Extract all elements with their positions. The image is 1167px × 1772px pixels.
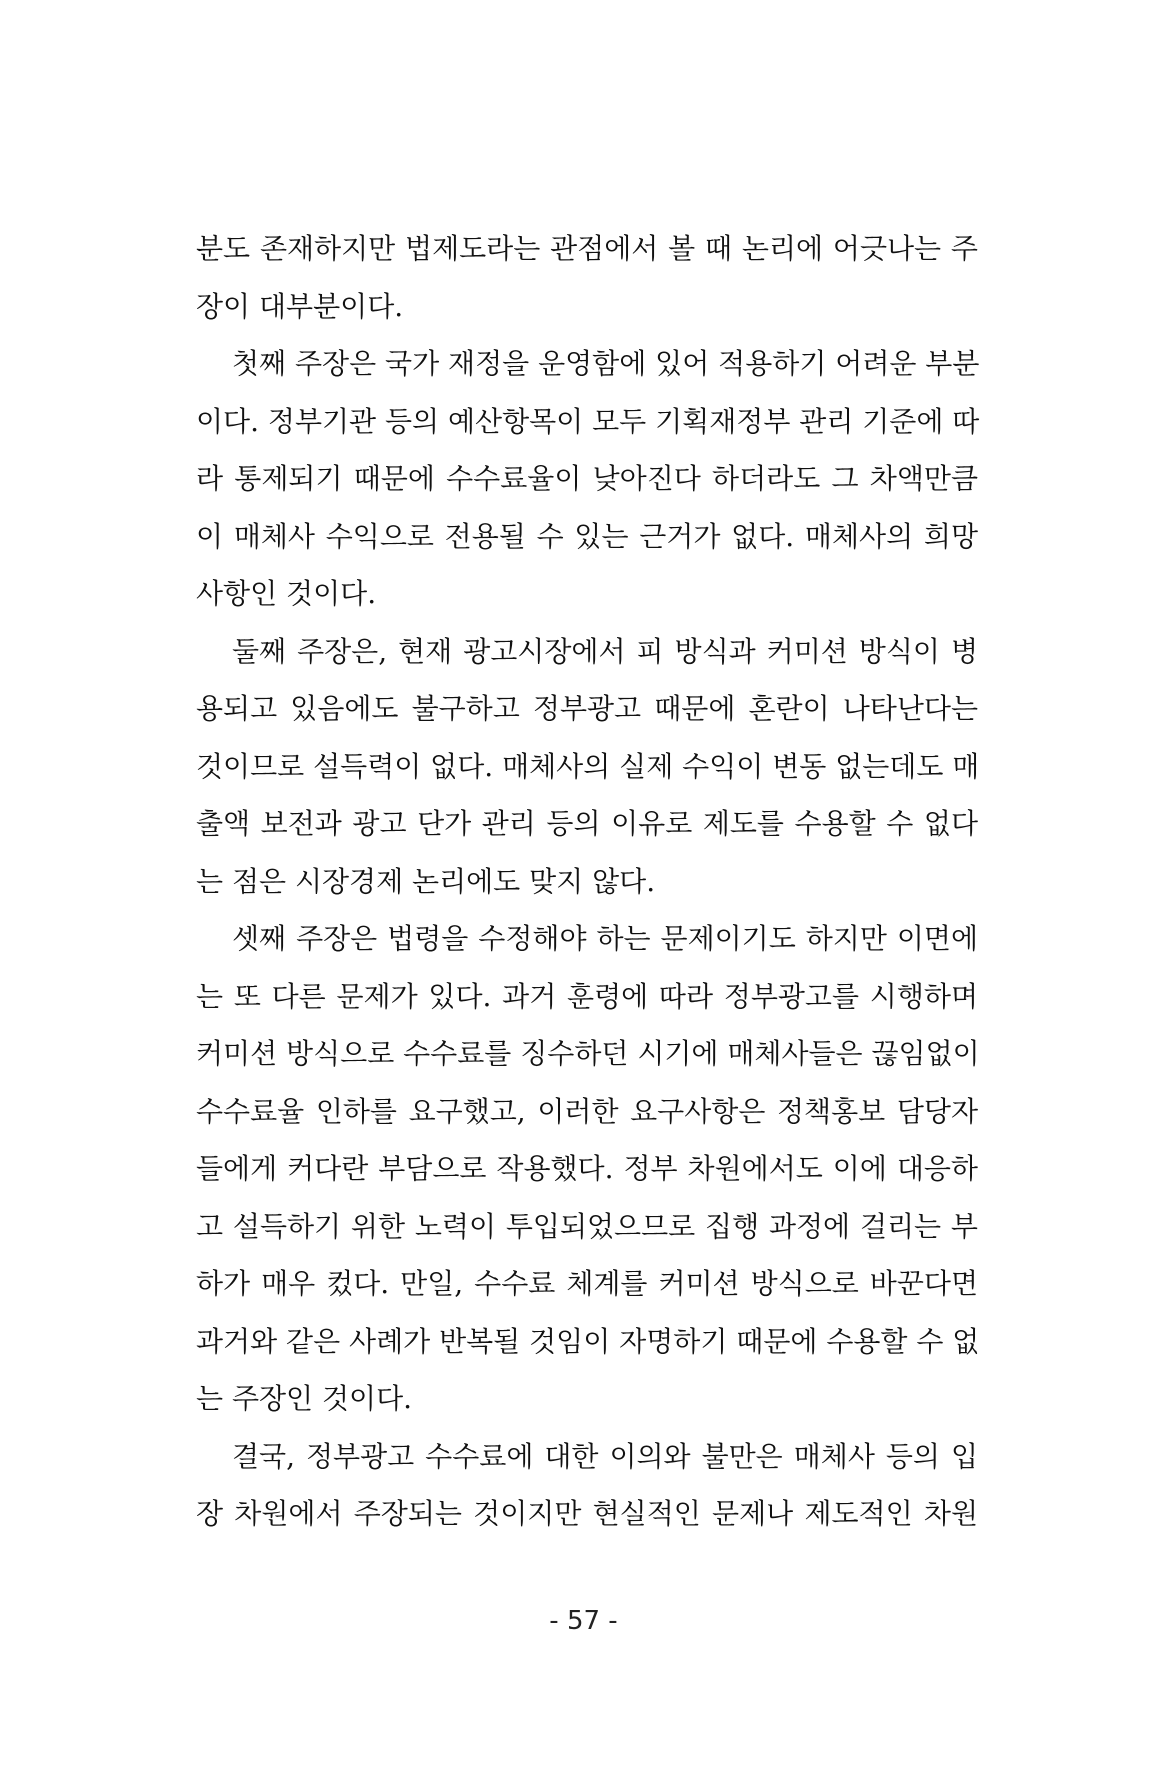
text-line: 고 설득하기 위한 노력이 투입되었으므로 집행 과정에 걸리는 부 <box>196 1209 978 1243</box>
text-line: 들에게 커다란 부담으로 작용했다. 정부 차원에서도 이에 대응하 <box>196 1152 978 1185</box>
text-line: 이 매체사 수익으로 전용될 수 있는 근거가 없다. 매체사의 희망 <box>196 519 978 553</box>
text-line: 용되고 있음에도 불구하고 정부광고 때문에 혼란이 나타난다는 <box>196 692 978 725</box>
text-line: 장 차원에서 주장되는 것이지만 현실적인 문제나 제도적인 차원 <box>196 1497 978 1530</box>
paragraph-first-line: 결국, 정부광고 수수료에 대한 이의와 불만은 매체사 등의 입 <box>232 1439 978 1473</box>
text-line: 하가 매우 컸다. 만일, 수수료 체계를 커미션 방식으로 바꾼다면 <box>196 1267 978 1300</box>
text-line: 사항인 것이다. <box>196 577 377 610</box>
text-line: 출액 보전과 광고 단가 관리 등의 이유로 제도를 수용할 수 없다 <box>196 807 978 840</box>
paragraph-first-line: 첫째 주장은 국가 재정을 운영함에 있어 적용하기 어려운 부분 <box>232 347 980 380</box>
text-line: 과거와 같은 사례가 반복될 것임이 자명하기 때문에 수용할 수 없 <box>196 1324 980 1358</box>
paragraph-first-line: 셋째 주장은 법령을 수정해야 하는 문제이기도 하지만 이면에 <box>232 922 978 955</box>
text-line: 는 또 다른 문제가 있다. 과거 훈령에 따라 정부광고를 시행하며 <box>196 979 978 1013</box>
text-line: 장이 대부분이다. <box>196 289 404 323</box>
text-line: 커미션 방식으로 수수료를 징수하던 시기에 매체사들은 끊임없이 <box>196 1037 980 1070</box>
text-line: 는 점은 시장경제 논리에도 맞지 않다. <box>196 864 656 898</box>
text-line: 것이므로 설득력이 없다. 매체사의 실제 수익이 변동 없는데도 매 <box>196 749 980 783</box>
text-line: 라 통제되기 때문에 수수료율이 낮아진다 하더라도 그 차액만큼 <box>196 462 978 495</box>
body-text <box>196 220 978 1543</box>
text-line: 는 주장인 것이다. <box>196 1382 413 1415</box>
page-number: - 57 - <box>549 1606 618 1636</box>
text-line: 이다. 정부기관 등의 예산항목이 모두 기획재정부 관리 기준에 따 <box>196 404 980 438</box>
text-line: 분도 존재하지만 법제도라는 관점에서 볼 때 논리에 어긋나는 주 <box>196 232 978 265</box>
text-line: 수수료율 인하를 요구했고, 이러한 요구사항은 정책홍보 담당자 <box>196 1094 978 1128</box>
paragraph-first-line: 둘째 주장은, 현재 광고시장에서 피 방식과 커미션 방식이 병 <box>232 634 978 668</box>
